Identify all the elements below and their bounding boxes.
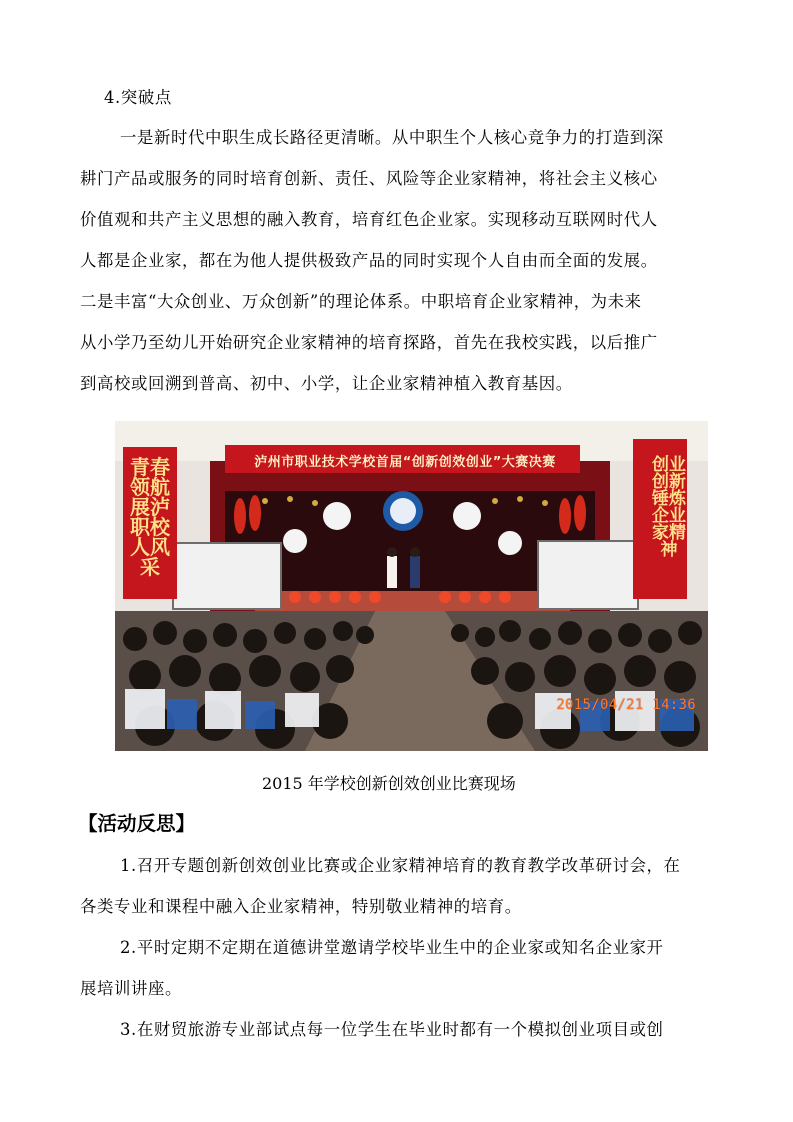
photo-left-banner: 青春领航展泸职校人风采 [130,455,170,579]
reflection-title: 【活动反思】 [78,812,196,835]
reflection-line: 各类专业和课程中融入企业家精神，特别敬业精神的培育。 [80,897,522,916]
reflection-line: 1.召开专题创新创效创业比赛或企业家精神培育的教育教学改革研讨会，在 [120,856,681,875]
paragraph-line: 耕门产品或服务的同时培育创新、责任、风险等企业家精神，将社会主义核心 [80,169,658,188]
paragraph-line: 人都是企业家，都在为他人提供极致产品的同时实现个人自由而全面的发展。 [80,251,658,270]
paragraph-line: 一是新时代中职生成长路径更清晰。从中职生个人核心竞争力的打造到深 [120,128,664,147]
photo-right-banner: 创业创新锤炼企业家精神 [652,455,686,560]
paragraph-line: 从小学乃至幼儿开始研究企业家精神的培育探路，首先在我校实践，以后推广 [80,333,658,352]
paragraph-line: 二是丰富“大众创业、万众创新”的理论体系。中职培育企业家精神，为未来 [80,292,642,311]
reflection-line: 3.在财贸旅游专业部试点每一位学生在毕业时都有一个模拟创业项目或创 [120,1020,664,1039]
reflection-line: 展培训讲座。 [80,979,182,998]
photo-banner: 泸州市职业技术学校首届“创新创效创业”大赛决赛 [254,455,556,470]
paragraph-line: 到高校或回溯到普高、初中、小学，让企业家精神植入教育基因。 [80,374,573,393]
photo-timestamp: 2015/04/21 14:36 [556,697,696,713]
paragraph-line: 价值观和共产主义思想的融入教育，培育红色企业家。实现移动互联网时代人 [80,210,658,229]
reflection-line: 2.平时定期不定期在道德讲堂邀请学校毕业生中的企业家或知名企业家开 [120,938,664,957]
photo-caption: 2015 年学校创新创效创业比赛现场 [262,774,516,793]
section-heading: 4.突破点 [104,88,172,107]
event-photo [115,421,708,751]
